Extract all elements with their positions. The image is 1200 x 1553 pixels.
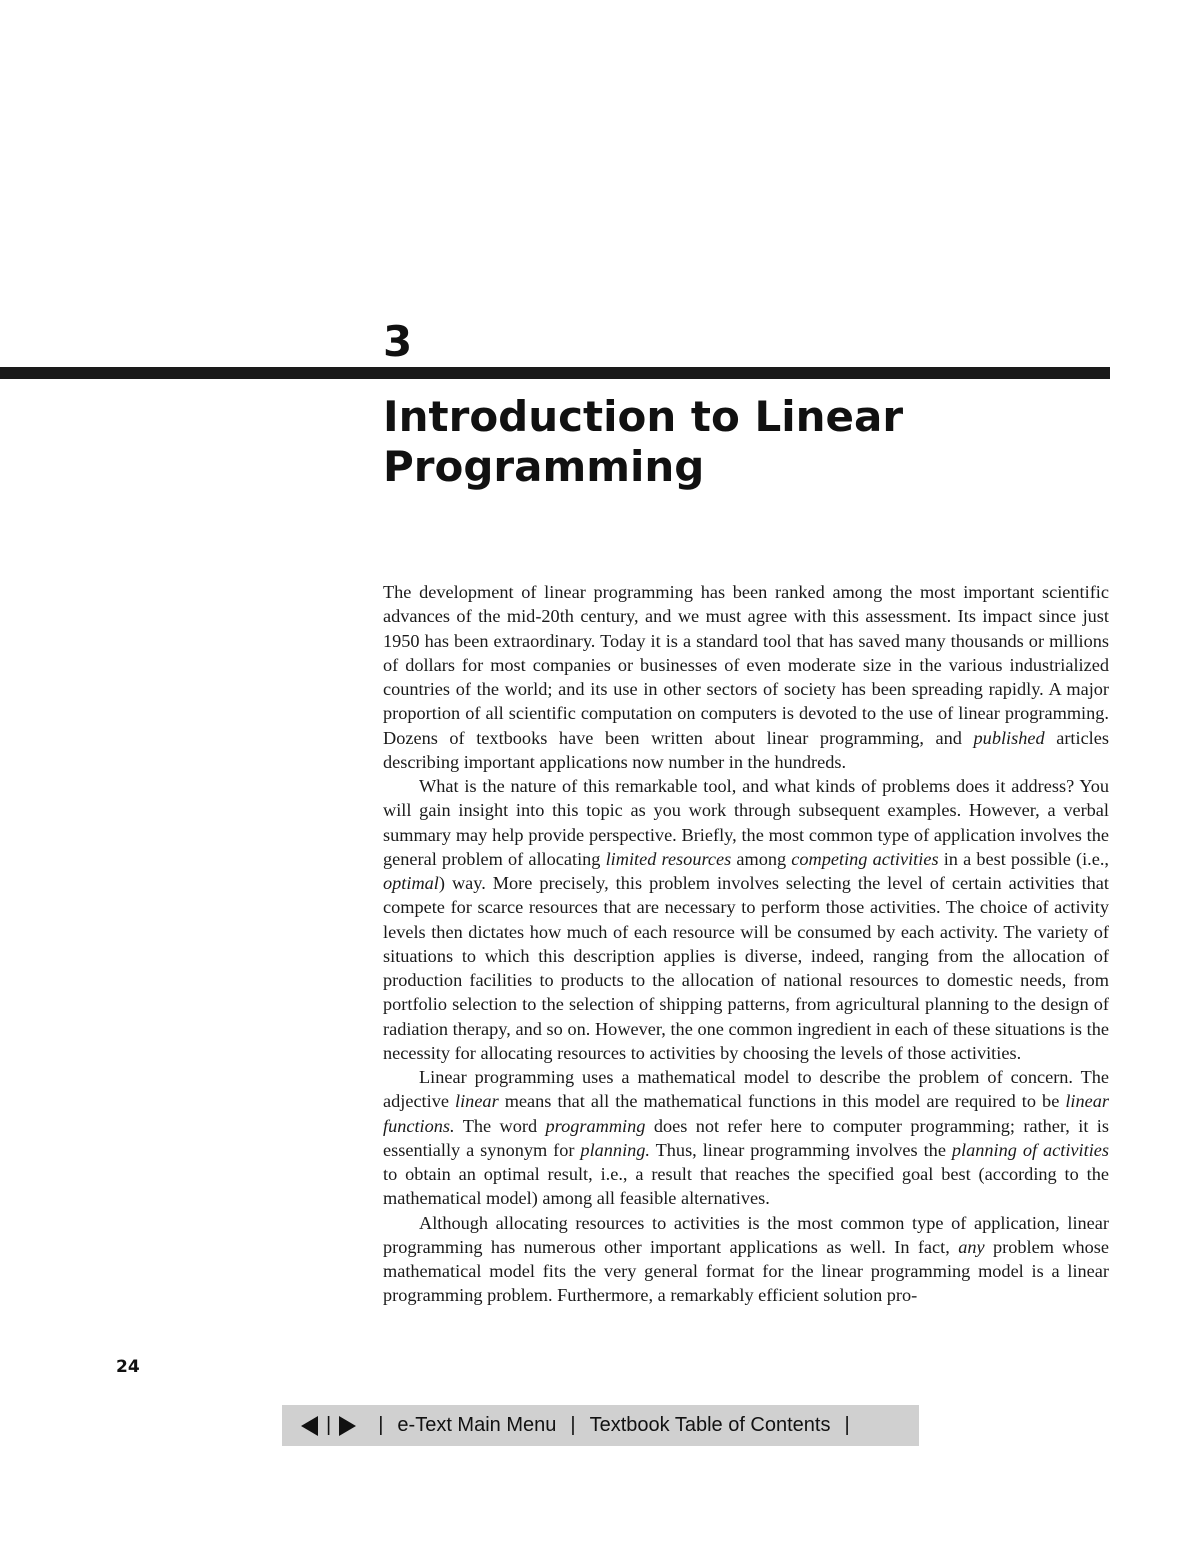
body-paragraph: [383, 580, 1109, 774]
text-run: The development of linear programming has been ranked among the most important scientific advances of the mid-20th century, and we must agree with this assessment. Its impact since just 1950 has been extraordinary. Today it is a standard tool that has saved many thousands or millions of dollars for most companies or businesses of even moderate size in the various industrialized countries of the world; and its use in other sectors of society has been spreading rapidly. A major proportion of all scientific computation on computers is devoted to the use of linear programming. Dozens of textbooks have been written about linear programming, and: [383, 582, 1109, 748]
chapter-rule: [0, 367, 1110, 379]
text-run: ) way. More precisely, this problem involves selecting the level of certain activities that compete for scarce resources that are necessary to perform those activities. The choice of activity levels then dictates how much of each resource will be consumed by each activity. The variety of situations to which this description applies is diverse, indeed, ranging from the allocation of production facilities to products to the allocation of national resources to domestic needs, from portfolio selection to the selection of shipping patterns, from agricultural planning to the design of radiation therapy, and so on. However, the one common ingredient in each of these situations is the necessity for allocating resources to activities by choosing the levels of those activities.: [383, 873, 1109, 1063]
text-run: Although allocating resources to activities is the most common type of application, linear programming has numerous other important applications as well. In fact,: [383, 1212, 1109, 1257]
page-number: 24: [116, 1357, 140, 1377]
emphasized-text: linear functions.: [383, 1091, 1110, 1136]
text-run: problem whose mathematical model fits the very general format for the linear programming model is a linear programming problem. Furthermore, a remarkably efficient solution pro-: [383, 1236, 1109, 1306]
emphasized-text: limited resources: [605, 848, 732, 869]
nav-separator: |: [570, 1414, 576, 1436]
nav-bar: [282, 1405, 919, 1446]
emphasized-text: planning.: [580, 1139, 650, 1160]
previous-page-arrow-icon[interactable]: [301, 1416, 318, 1436]
text-run: does not refer here to computer programming; rather, it is essentially a synonym for: [383, 1115, 1110, 1160]
emphasized-text: any: [958, 1236, 985, 1257]
text-run: to obtain an optimal result, i.e., a result that reaches the specified goal best (according to the mathematical model) among all feasible alternatives.: [383, 1164, 1109, 1209]
etext-main-menu-link[interactable]: e-Text Main Menu: [397, 1414, 557, 1436]
nav-separator: |: [844, 1414, 850, 1436]
emphasized-text: published: [973, 727, 1045, 748]
nav-separator: |: [326, 1414, 332, 1436]
emphasized-text: planning of activities: [951, 1139, 1109, 1160]
text-run: in a best possible (i.e.,: [938, 848, 1109, 869]
body-text: [383, 580, 1109, 1308]
text-run: articles describing important applications now number in the hundreds.: [383, 727, 1109, 772]
chapter-number: 3: [383, 317, 413, 366]
emphasized-text: programming: [545, 1115, 646, 1136]
emphasized-text: competing activities: [791, 848, 939, 869]
nav-separator: |: [378, 1414, 384, 1436]
text-run: among: [731, 848, 792, 869]
body-paragraph: [383, 1211, 1109, 1308]
text-run: Linear programming uses a mathematical model to describe the problem of concern. The adjective: [383, 1067, 1109, 1112]
text-run: Thus, linear programming involves the: [650, 1139, 952, 1160]
text-run: means that all the mathematical functions in this model are required to be: [498, 1091, 1066, 1112]
emphasized-text: linear: [455, 1091, 499, 1112]
chapter-title: Introduction to Linear Programming: [383, 392, 904, 491]
emphasized-text: optimal: [383, 873, 439, 893]
textbook-toc-link[interactable]: Textbook Table of Contents: [589, 1414, 831, 1436]
next-page-arrow-icon[interactable]: [339, 1416, 356, 1436]
body-paragraph: [383, 1065, 1109, 1211]
text-run: What is the nature of this remarkable tool, and what kinds of problems does it address? You will gain insight into this topic as you work through subsequent examples. However, a verbal summary may help provide perspective. Briefly, the most common type of application involves the general problem of allocating: [383, 776, 1109, 869]
text-run: The word: [454, 1115, 546, 1136]
body-paragraph: [383, 774, 1109, 1065]
